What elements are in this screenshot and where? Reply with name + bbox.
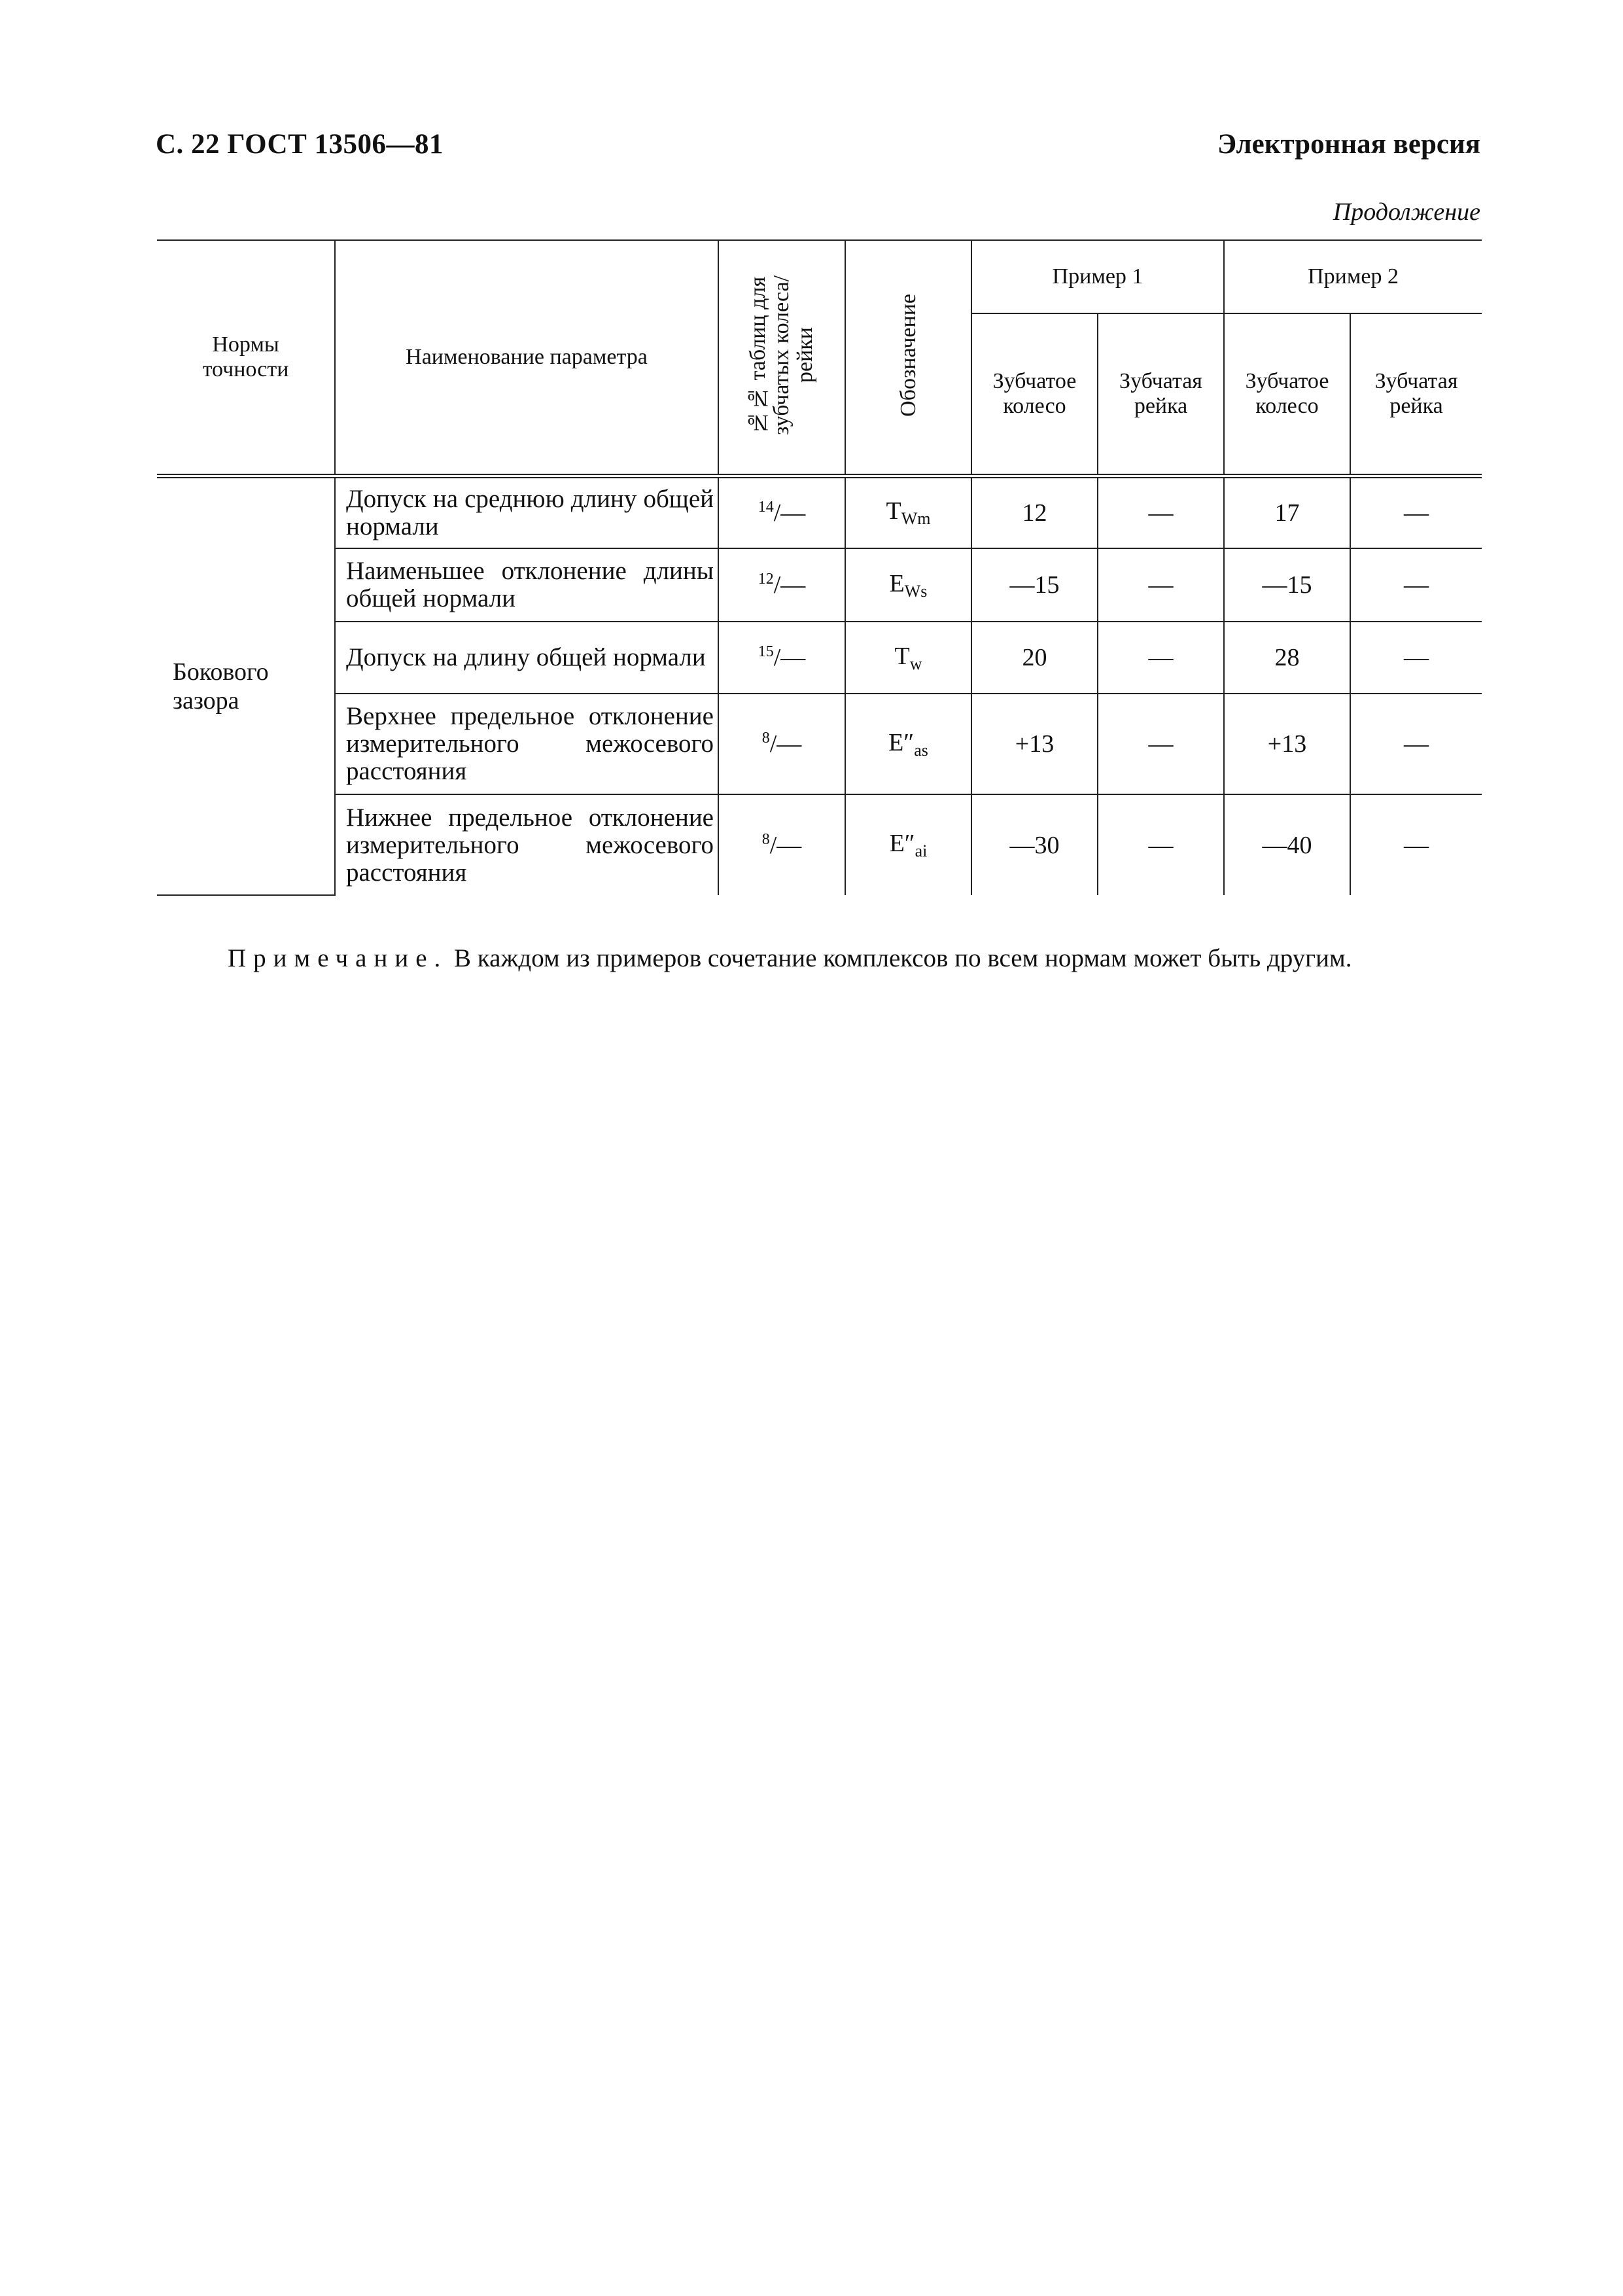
- table-row: [157, 794, 1482, 895]
- norm-group-text: Бокового зазора: [173, 658, 269, 715]
- table-ref-cell: [718, 794, 845, 895]
- col-header-param-name: Наименование параметра: [335, 240, 718, 476]
- ex1-wheel-value: 20: [971, 622, 1098, 694]
- table-row: [157, 476, 1482, 548]
- ex2-wheel-value: 28: [1224, 622, 1350, 694]
- col-header-table-nums-text: №№ таблиц для зубчатых колеса/рейки: [746, 275, 817, 436]
- ex2-wheel-value: +13: [1224, 694, 1350, 794]
- ex1-wheel-value: 12: [971, 476, 1098, 548]
- ex1-rack-value: —: [1098, 622, 1224, 694]
- parameters-table-wrapper: [157, 239, 1482, 896]
- document-reference: С. 22 ГОСТ 13506—81: [156, 129, 444, 160]
- ex2-wheel-value: 17: [1224, 476, 1350, 548]
- col-header-table-nums: [718, 240, 845, 476]
- ex1-wheel-value: +13: [971, 694, 1098, 794]
- ex2-rack-value: —: [1350, 622, 1482, 694]
- header-row-top: [157, 240, 1482, 313]
- designation-base: E″: [889, 830, 915, 857]
- table-ref-rest: /—: [773, 644, 806, 671]
- continuation-label: Продолжение: [1333, 198, 1480, 226]
- table-row: [157, 694, 1482, 794]
- table-ref-number: 12: [758, 571, 774, 588]
- col-header-ex2-gear-wheel: Зубчатое колесо: [1224, 313, 1350, 476]
- col-header-example-2: Пример 2: [1224, 240, 1482, 313]
- table-ref-number: 15: [758, 643, 774, 660]
- designation-cell: [845, 548, 971, 622]
- designation-cell: [845, 794, 971, 895]
- designation-subscript: w: [909, 654, 922, 673]
- table-ref-rest: /—: [773, 499, 806, 527]
- ex2-wheel-value: —15: [1224, 548, 1350, 622]
- ex1-rack-value: —: [1098, 548, 1224, 622]
- page-header: [156, 128, 1480, 168]
- designation-cell: [845, 694, 971, 794]
- param-name-cell: Нижнее предельное отклонение измерительного межосевого расстояния: [335, 794, 718, 895]
- norm-group-label: [157, 476, 335, 895]
- table-ref-cell: [718, 694, 845, 794]
- table-ref-cell: [718, 622, 845, 694]
- ex2-rack-value: —: [1350, 694, 1482, 794]
- col-header-designation: [845, 240, 971, 476]
- param-name-cell: Наименьшее отклонение длины общей нормали: [335, 548, 718, 622]
- ex2-rack-value: —: [1350, 476, 1482, 548]
- table-row: [157, 622, 1482, 694]
- col-header-norms: Нормы точности: [157, 240, 335, 476]
- designation-base: E: [889, 569, 905, 597]
- table-ref-number: 8: [761, 830, 770, 848]
- designation-subscript: Wm: [901, 509, 931, 529]
- electronic-version-label: Электронная версия: [1217, 129, 1480, 160]
- ex2-rack-value: —: [1350, 794, 1482, 895]
- col-header-ex1-gear-wheel: Зубчатое колесо: [971, 313, 1098, 476]
- designation-base: T: [894, 642, 910, 670]
- table-ref-cell: [718, 476, 845, 548]
- col-header-designation-text: Обозначение: [896, 294, 920, 417]
- ex1-wheel-value: —15: [971, 548, 1098, 622]
- ex1-rack-value: —: [1098, 794, 1224, 895]
- table-ref-cell: [718, 548, 845, 622]
- parameters-table: [157, 239, 1482, 896]
- designation-subscript: ai: [915, 841, 928, 860]
- ex1-rack-value: —: [1098, 694, 1224, 794]
- ex1-wheel-value: —30: [971, 794, 1098, 895]
- table-ref-rest: /—: [769, 831, 802, 859]
- col-header-example-1: Пример 1: [971, 240, 1224, 313]
- table-row: [157, 548, 1482, 622]
- param-name-cell: Верхнее предельное отклонение измерительного межосевого расстояния: [335, 694, 718, 794]
- designation-base: T: [886, 497, 901, 525]
- designation-base: E″: [888, 728, 915, 756]
- note-label: Примечание.: [228, 944, 448, 972]
- col-header-ex1-gear-rack: Зубчатая рейка: [1098, 313, 1224, 476]
- table-ref-number: 8: [761, 730, 770, 747]
- designation-subscript: as: [914, 740, 928, 760]
- ex2-rack-value: —: [1350, 548, 1482, 622]
- table-ref-number: 14: [758, 498, 774, 516]
- designation-cell: [845, 622, 971, 694]
- table-ref-rest: /—: [769, 730, 802, 758]
- designation-cell: [845, 476, 971, 548]
- col-header-ex2-gear-rack: Зубчатая рейка: [1350, 313, 1482, 476]
- param-name-cell: Допуск на длину общей нормали: [335, 622, 718, 694]
- ex1-rack-value: —: [1098, 476, 1224, 548]
- note-text: В каждом из примеров сочетание комплексов по всем нормам может быть другим.: [454, 944, 1352, 972]
- ex2-wheel-value: —40: [1224, 794, 1350, 895]
- table-note: [228, 944, 1484, 973]
- param-name-cell: Допуск на среднюю длину общей нормали: [335, 476, 718, 548]
- designation-subscript: Ws: [904, 581, 928, 601]
- table-ref-rest: /—: [773, 571, 806, 599]
